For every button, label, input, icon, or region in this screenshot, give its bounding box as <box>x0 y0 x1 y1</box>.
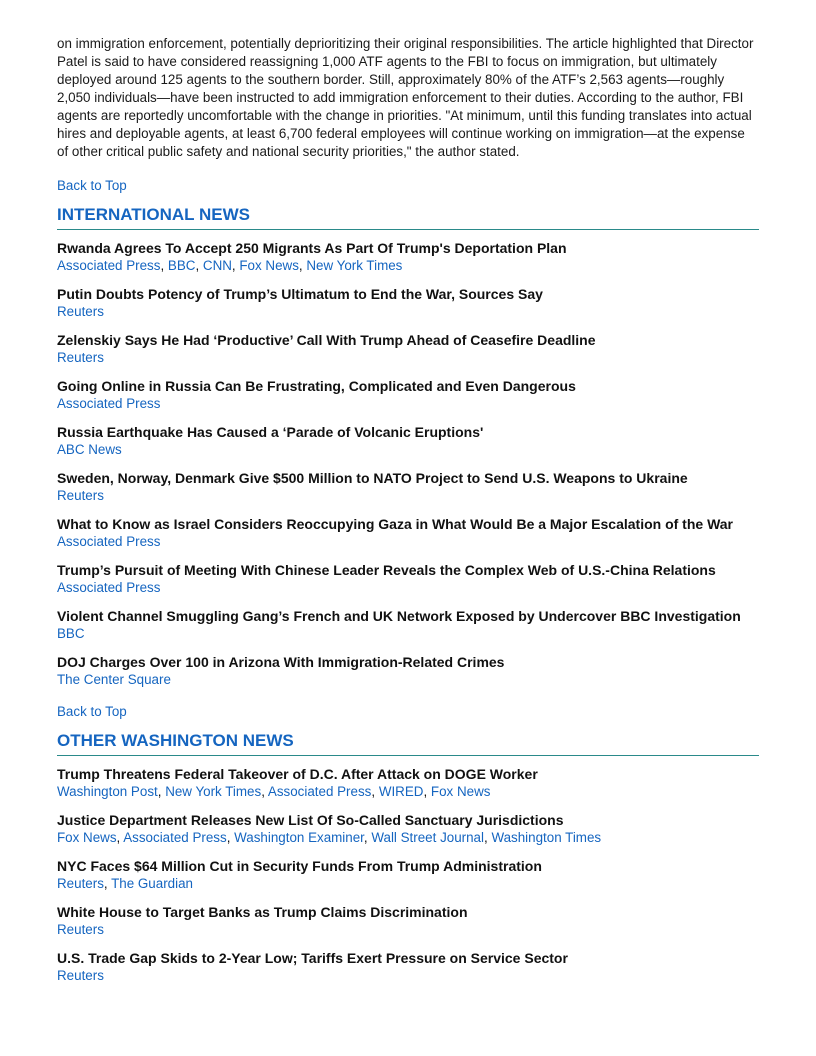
section-title-international-news: INTERNATIONAL NEWS <box>57 204 759 230</box>
source-link[interactable]: Fox News <box>57 830 117 845</box>
back-to-top-link[interactable]: Back to Top <box>57 178 127 193</box>
source-link[interactable]: WIRED <box>378 784 424 799</box>
news-sources <box>57 671 759 689</box>
source-link[interactable]: Reuters <box>57 922 104 937</box>
news-sources <box>57 967 759 985</box>
news-item <box>57 423 759 459</box>
source-link[interactable]: BBC <box>57 626 85 641</box>
newsletter-page <box>57 0 759 985</box>
international-news-list <box>57 239 759 689</box>
news-headline: Violent Channel Smuggling Gang’s French and UK Network Exposed by Undercover BBC Investigation <box>57 608 741 624</box>
news-item <box>57 331 759 367</box>
source-link[interactable]: Associated Press <box>267 784 372 799</box>
source-link[interactable]: Washington Post <box>57 784 158 799</box>
source-link[interactable]: Reuters <box>57 968 104 983</box>
source-link[interactable]: CNN <box>202 258 232 273</box>
news-headline: Rwanda Agrees To Accept 250 Migrants As Part Of Trump's Deportation Plan <box>57 240 567 256</box>
source-link[interactable]: ABC News <box>57 442 122 457</box>
news-headline: Trump’s Pursuit of Meeting With Chinese Leader Reveals the Complex Web of U.S.-China Relations <box>57 562 716 578</box>
source-link[interactable]: The Center Square <box>57 672 171 687</box>
source-separator: , <box>231 258 240 273</box>
news-sources <box>57 579 759 597</box>
news-headline: Sweden, Norway, Denmark Give $500 Million to NATO Project to Send U.S. Weapons to Ukraine <box>57 470 688 486</box>
source-link[interactable]: The Guardian <box>111 876 193 891</box>
source-separator: , <box>157 784 166 799</box>
news-item <box>57 653 759 689</box>
other-washington-news-list <box>57 765 759 985</box>
source-link[interactable]: Fox News <box>239 258 299 273</box>
news-sources <box>57 395 759 413</box>
news-headline: Russia Earthquake Has Caused a ‘Parade of Volcanic Eruptions' <box>57 424 484 440</box>
news-headline: White House to Target Banks as Trump Claims Discrimination <box>57 904 468 920</box>
news-headline: Trump Threatens Federal Takeover of D.C. After Attack on DOGE Worker <box>57 766 538 782</box>
source-separator: , <box>116 830 124 845</box>
intro-paragraph: on immigration enforcement, potentially deprioritizing their original responsibilities. The article highlighted that Director Patel is said to have considered reassigning 1,000 ATF agents to the FBI to focus on immigration, but ultimately deployed around 125 agents to the southern border. Still, approximately 80% of the ATF’s 2,563 agents—roughly 2,050 individuals—have been instructed to add immigration enforcement to their duties. According to the author, FBI agents are reportedly uncomfortable with the change in priorities. "At minimum, until this funding translates into actual hires and deployable agents, at least 6,700 federal employees will continue working on immigration—at the expense of other critical public safety and national security priorities," the author stated. <box>57 36 754 159</box>
news-sources <box>57 257 759 275</box>
source-link[interactable]: Washington Examiner <box>234 830 364 845</box>
source-separator: , <box>226 830 235 845</box>
news-headline: DOJ Charges Over 100 in Arizona With Immigration-Related Crimes <box>57 654 505 670</box>
news-item <box>57 285 759 321</box>
news-item <box>57 469 759 505</box>
news-sources <box>57 533 759 551</box>
news-sources <box>57 783 759 801</box>
news-item <box>57 949 759 985</box>
source-link[interactable]: Fox News <box>430 784 491 799</box>
news-headline: Zelenskiy Says He Had ‘Productive’ Call With Trump Ahead of Ceasefire Deadline <box>57 332 596 348</box>
source-link[interactable]: Wall Street Journal <box>371 830 484 845</box>
source-separator: , <box>195 258 203 273</box>
source-link[interactable]: Associated Press <box>57 396 161 411</box>
news-item <box>57 903 759 939</box>
source-separator: , <box>423 784 431 799</box>
source-separator: , <box>363 830 372 845</box>
news-item <box>57 857 759 893</box>
source-link[interactable]: New York Times <box>306 258 403 273</box>
source-link[interactable]: Associated Press <box>57 580 161 595</box>
source-link[interactable]: Reuters <box>57 304 104 319</box>
source-separator: , <box>371 784 379 799</box>
source-link[interactable]: Washington Times <box>491 830 602 845</box>
news-sources <box>57 921 759 939</box>
news-sources <box>57 441 759 459</box>
source-link[interactable]: Reuters <box>57 350 104 365</box>
news-sources <box>57 829 759 847</box>
source-link[interactable]: New York Times <box>165 784 262 799</box>
news-sources <box>57 303 759 321</box>
source-link[interactable]: Associated Press <box>123 830 227 845</box>
source-separator: , <box>483 830 492 845</box>
news-sources <box>57 487 759 505</box>
news-headline: U.S. Trade Gap Skids to 2-Year Low; Tariffs Exert Pressure on Service Sector <box>57 950 568 966</box>
news-item <box>57 561 759 597</box>
source-separator: , <box>103 876 112 891</box>
source-link[interactable]: Reuters <box>57 488 104 503</box>
news-item <box>57 607 759 643</box>
news-item <box>57 377 759 413</box>
news-headline: What to Know as Israel Considers Reoccupying Gaza in What Would Be a Major Escalation of the War <box>57 516 733 532</box>
news-headline: Justice Department Releases New List Of So-Called Sanctuary Jurisdictions <box>57 812 564 828</box>
news-item <box>57 811 759 847</box>
news-item <box>57 239 759 275</box>
source-separator: , <box>298 258 307 273</box>
news-headline: NYC Faces $64 Million Cut in Security Funds From Trump Administration <box>57 858 542 874</box>
news-item <box>57 515 759 551</box>
source-separator: , <box>160 258 168 273</box>
news-headline: Putin Doubts Potency of Trump’s Ultimatum to End the War, Sources Say <box>57 286 543 302</box>
news-sources <box>57 625 759 643</box>
news-headline: Going Online in Russia Can Be Frustrating, Complicated and Even Dangerous <box>57 378 576 394</box>
source-link[interactable]: Reuters <box>57 876 104 891</box>
source-separator: , <box>261 784 268 799</box>
source-link[interactable]: Associated Press <box>57 534 161 549</box>
back-to-top-link[interactable]: Back to Top <box>57 704 127 719</box>
source-link[interactable]: BBC <box>167 258 196 273</box>
source-link[interactable]: Associated Press <box>57 258 161 273</box>
news-sources <box>57 875 759 893</box>
news-item <box>57 765 759 801</box>
section-title-other-washington-news: OTHER WASHINGTON NEWS <box>57 730 759 756</box>
news-sources <box>57 349 759 367</box>
